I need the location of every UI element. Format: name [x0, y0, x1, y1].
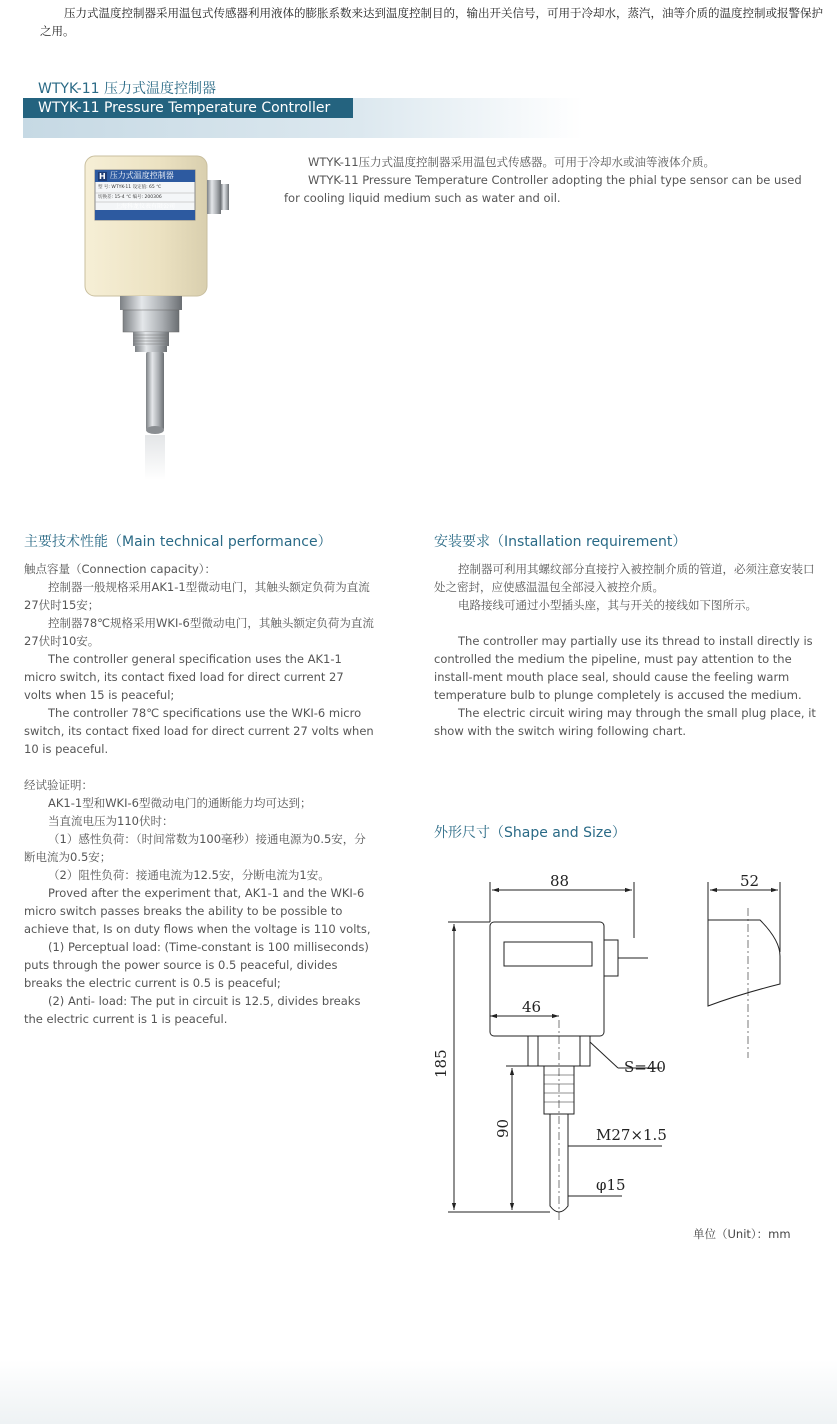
- dimension-drawing: [430, 860, 810, 1220]
- product-title-en: WTYK-11 Pressure Temperature Controller: [23, 98, 353, 118]
- tech-section: [24, 560, 374, 1028]
- dim-probe: 90: [494, 1118, 512, 1138]
- tech-heading: 主要技术性能（Main technical performance）: [24, 534, 332, 550]
- dim-thread: M27×1.5: [596, 1126, 667, 1144]
- install-para: The controller may partially use its thread to install directly is controlled the medium the pipeline, must pay attention to the install-ment mouth place seal, should cause the feeling warm temperature bulb to plunge completely is accused the medium.: [434, 634, 813, 702]
- install-para: The electric circuit wiring may through the small plug place, it show with the switch wiring following chart.: [434, 706, 816, 738]
- dim-depth: 52: [740, 872, 760, 890]
- install-para: 电路接线可通过小型插头座，其与开关的接线如下图所示。: [458, 598, 757, 612]
- tech-para: The controller 78℃ specifications use the WKI-6 micro switch, its contact fixed load for direct current 27 volts when 10 is peaceful.: [24, 706, 374, 756]
- install-para: 控制器可利用其螺纹部分直接拧入被控制介质的管道，必须注意安装口处之密封，应使感温温包全部浸入被控介质。: [434, 562, 815, 594]
- tech-para: (2) Anti- load: The put in circuit is 12.5, divides breaks the electric current is 1 is peaceful.: [24, 994, 361, 1026]
- unit-note: 单位（Unit）：mm: [693, 1227, 791, 1241]
- product-label: [95, 170, 195, 220]
- tech-para: 当直流电压为110伏时：: [48, 814, 174, 828]
- footer-band: [0, 1360, 837, 1424]
- install-heading: 安装要求（Installation requirement）: [434, 534, 687, 550]
- capacity-label: 触点容量（Connection capacity）：: [24, 562, 217, 576]
- dim-inner: 46: [522, 998, 542, 1016]
- dim-height: 185: [432, 1049, 450, 1078]
- tech-para: The controller general specification uses the AK1-1 micro switch, its contact fixed load for direct current 27 volts when 15 is peaceful;: [24, 652, 344, 702]
- shape-heading: 外形尺寸（Shape and Size）: [434, 825, 626, 841]
- install-section: [434, 560, 824, 740]
- label-switching: 切换差: 15-4 ℃ 编号: 200306: [98, 195, 162, 200]
- product-desc-cn: WTYK-11压力式温度控制器采用温包式传感器。可用于冷却水或油等液体介质。: [308, 155, 716, 169]
- proof-label: 经试验证明：: [24, 778, 93, 792]
- label-name: 压力式温度控制器: [109, 171, 174, 180]
- product-desc-en: WTYK-11 Pressure Temperature Controller adopting the phial type sensor can be used for cooling liquid medium such as water and oil.: [284, 173, 802, 205]
- product-description: [284, 153, 814, 207]
- label-logo: H: [99, 171, 106, 181]
- tech-para: （1）感性负荷：（时间常数为100毫秒）接通电源为0.5安，分断电流为0.5安；: [24, 832, 366, 864]
- tech-para: Proved after the experiment that, AK1-1 and the WKI-6 micro switch passes breaks the ability to be possible to achieve that, Is on duty flows when the voltage is 110 volts,: [24, 886, 371, 936]
- dim-width: 88: [550, 872, 570, 890]
- label-maker: 上海科龙仪表有限公司: [114, 203, 175, 210]
- tech-para: 控制器一般规格采用AK1-1型微动电门，其触头额定负荷为直流27伏时15安；: [24, 580, 370, 612]
- dim-hex: S=40: [624, 1058, 666, 1076]
- dim-dia: φ15: [596, 1176, 626, 1194]
- tech-para: AK1-1型和WKI-6型微动电门的通断能力均可达到；: [48, 796, 312, 810]
- tech-para: 控制器78℃规格采用WKI-6型微动电门，其触头额定负荷为直流27伏时10安。: [24, 616, 374, 648]
- product-title-cn: WTYK-11 压力式温度控制器: [38, 81, 216, 97]
- tech-para: (1) Perceptual load: (Time-constant is 100 milliseconds) puts through the power source is 0.5 peaceful, divides breaks the electric current is 0.5 is peaceful;: [24, 940, 369, 990]
- intro-text: 压力式温度控制器采用温包式传感器利用液体的膨胀系数来达到温度控制目的，输出开关信号，可用于冷却水，蒸汽，油等介质的温度控制或报警保护之用。: [40, 6, 823, 38]
- label-model: 型 号: WTYK-11 设定值: 65 ℃: [98, 185, 162, 190]
- tech-para: （2）阻性负荷：接通电流为12.5安，分断电流为1安。: [48, 868, 330, 882]
